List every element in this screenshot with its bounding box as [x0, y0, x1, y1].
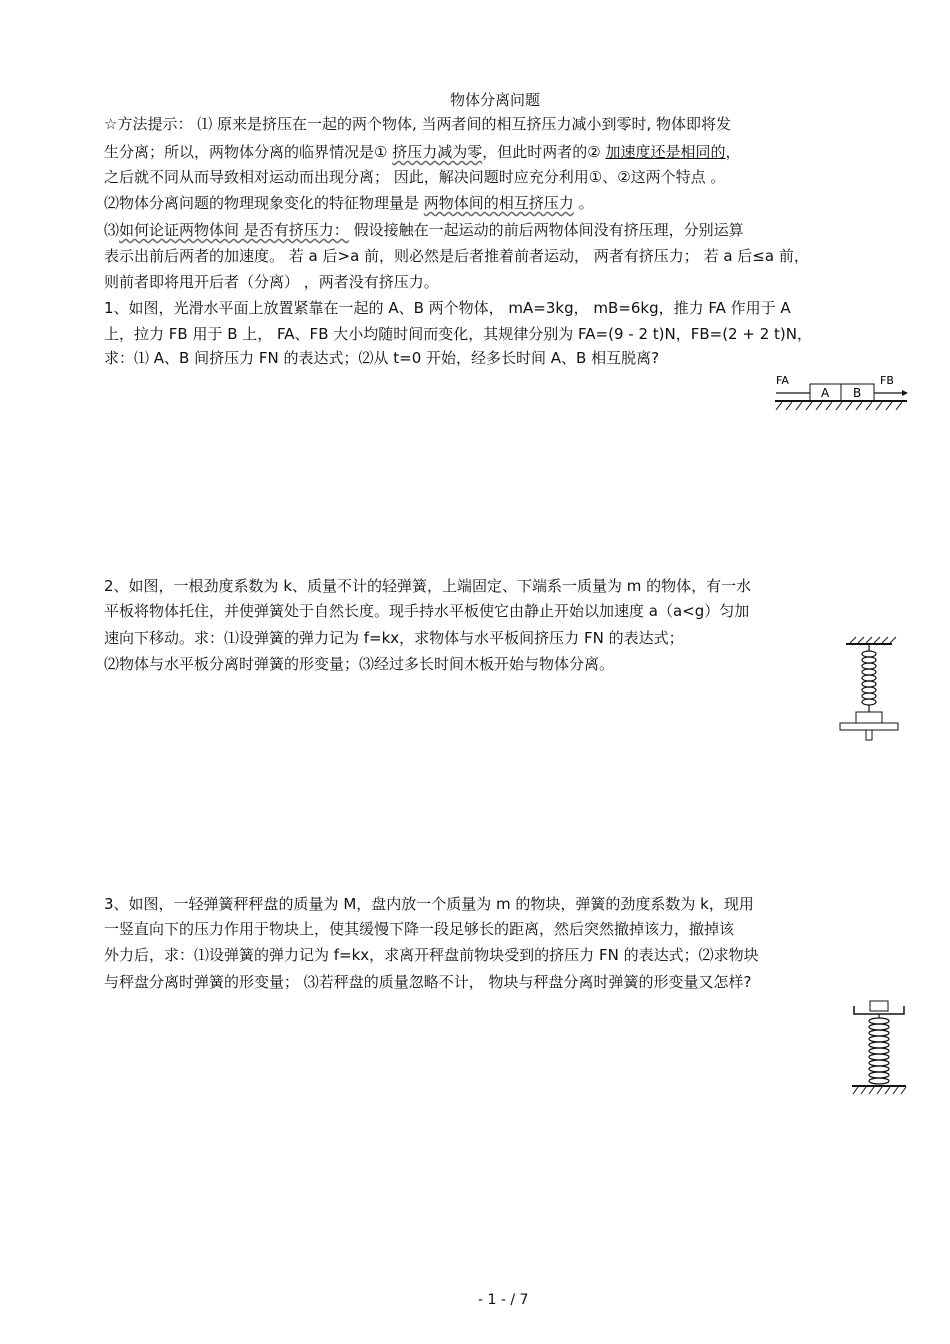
- block-b-label: B: [853, 386, 862, 400]
- tips-line-5: [104, 218, 744, 242]
- tips-line-1: ☆方法提示： ⑴ 原来是挤压在一起的两个物体, 当两者间的相互挤压力减小到零时, 物体即将发: [104, 115, 732, 133]
- tips-line-2-c: ，但此时两者的②: [482, 143, 606, 161]
- tips-line-5-a: ⑶: [104, 221, 120, 239]
- tips-line-5-b: 如何论证两物体间 是否有挤压力：: [119, 221, 349, 239]
- block-a-label: A: [821, 386, 830, 400]
- force-b-arrowhead: [902, 390, 908, 396]
- spring-coil: [862, 651, 876, 705]
- q2-spring-figure: [836, 636, 902, 746]
- q3-line-3: 外力后，求：⑴设弹簧的弹力记为 f=kx，求离开秤盘前物块受到的挤压力 FN 的表达式；⑵求物块: [104, 946, 759, 964]
- base-hatching: [853, 1087, 906, 1094]
- answer-squeeze-zero: 挤压力减为零: [392, 143, 483, 161]
- board-handle: [866, 730, 872, 740]
- spring-coil: [869, 1018, 889, 1084]
- ceiling-hatching: [850, 637, 896, 643]
- q2-line-4: ⑵物体与水平板分离时弹簧的形变量；⑶经过多长时间木板开始与物体分离。: [104, 655, 615, 673]
- mass-block: [856, 712, 882, 723]
- support-board: [840, 723, 898, 730]
- q1-blocks-figure: [770, 370, 910, 415]
- q3-line-4: 与秤盘分离时弹簧的形变量； ⑶若秤盘的质量忽略不计， 物块与秤盘分离时弹簧的形变量又怎样?: [104, 973, 752, 991]
- tips-line-2-e: ，: [725, 143, 741, 161]
- fb-label: FB: [880, 374, 894, 387]
- q1-line-3: 求：⑴ A、B 间挤压力 FN 的表达式；⑵从 t=0 开始，经多长时间 A、B 相互脱离?: [104, 349, 660, 367]
- ground-hatching: [776, 402, 902, 410]
- answer-same-acceleration: 加速度还是相同的: [605, 143, 726, 161]
- q3-line-2: 一竖直向下的压力作用于物块上，使其缓慢下降一段足够长的距离，然后突然撤掉该力，撤掉该: [104, 920, 735, 938]
- tips-line-7: 则前者即将甩开后者（分离） ，两者没有挤压力。: [104, 273, 439, 291]
- q2-line-1: 2、如图，一根劲度系数为 k、质量不计的轻弹簧，上端固定、下端系一质量为 m 的物体，有一水: [104, 577, 752, 595]
- q3-scale-figure: [848, 998, 910, 1098]
- tips-line-4: [104, 191, 594, 215]
- tips-line-4-a: ⑵物体分离问题的物理现象变化的特征物理量是: [104, 194, 424, 212]
- tips-line-2: [104, 140, 740, 164]
- q1-line-2: 上，拉力 FB 用于 B 上， FA、FB 大小均随时间而变化，其规律分别为 FA=(9 - 2 t)N，FB=(2 + 2 t)N，: [104, 325, 812, 343]
- fa-label: FA: [776, 374, 789, 387]
- q3-line-1: 3、如图，一轻弹簧秤秤盘的质量为 M，盘内放一个质量为 m 的物块，弹簧的劲度系数为 k，现用: [104, 895, 754, 913]
- q2-line-3: 速向下移动。求：⑴设弹簧的弹力记为 f=kx，求物体与水平板间挤压力 FN 的表达式；: [104, 629, 684, 647]
- page-number: - 1 - / 7: [478, 1292, 529, 1308]
- tips-line-6: 表示出前后两者的加速度。 若 a 后>a 前，则必然是后者推着前者运动， 两者有挤压力； 若 a 后≤a 前，: [104, 247, 809, 265]
- small-block: [870, 1001, 888, 1011]
- tips-line-2-a: 生分离；所以，两物体分离的临界情况是①: [104, 143, 393, 161]
- tips-line-3: 之后就不同从而导致相对运动而出现分离； 因此，解决问题时应充分利用①、②这两个特点 。: [104, 168, 726, 186]
- page-title: 物体分离问题: [450, 91, 541, 109]
- tips-line-5-c: 假设接触在一起运动的前后两物体间没有挤压理，分别运算: [348, 221, 744, 239]
- q2-line-2: 平板将物体托住，并使弹簧处于自然长度。现手持水平板使它由静止开始以加速度 a（a<g）匀加: [104, 602, 750, 620]
- tips-line-4-c: 。: [573, 194, 594, 212]
- answer-mutual-force: 两物体间的相互挤压力: [423, 194, 574, 212]
- q1-line-1: 1、如图，光滑水平面上放置紧靠在一起的 A、B 两个物体， mA=3kg， mB=6kg，推力 FA 作用于 A: [104, 299, 791, 317]
